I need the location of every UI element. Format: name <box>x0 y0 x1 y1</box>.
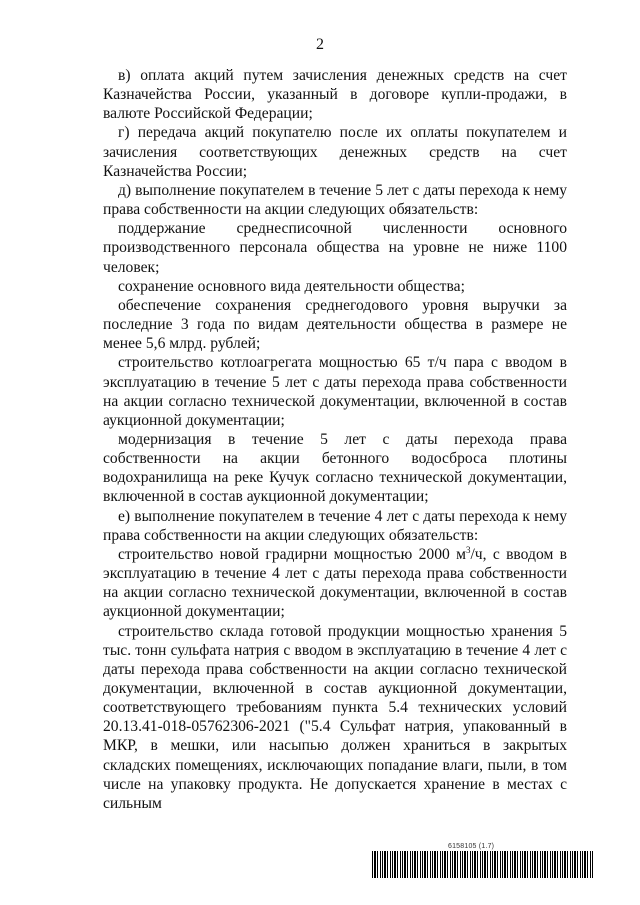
cubic-superscript: 3 <box>465 544 471 555</box>
paragraph-g: г) передача акций покупателю после их оплаты покупателем и зачисления соответствующих денежных средств на счет Казначейства России; <box>103 124 567 180</box>
paragraph-personnel: поддержание среднесписочной численности основного производственного персонала общества на уровне не ниже 1100 человек; <box>103 220 567 276</box>
document-body <box>103 66 567 813</box>
document-code: 6158105 (1.7) <box>448 843 495 850</box>
paragraph-d: д) выполнение покупателем в течение 5 лет с даты перехода к нему права собственности на акции следующих обязательств: <box>103 181 567 219</box>
paragraph-revenue: обеспечение сохранения среднегодового уровня выручки за последние 3 года по видам деятельности общества в размере не менее 5,6 млрд. рублей; <box>103 296 567 353</box>
cooling-tower-text-end: /ч, с вводом в эксплуатацию в течение 4 лет с даты перехода права собственности на акции согласно технической документации, включенной в состав аукционной документации; <box>103 545 567 621</box>
paragraph-activity: сохранение основного вида деятельности общества; <box>118 277 465 295</box>
barcode-image <box>372 851 594 878</box>
paragraph-e: е) выполнение покупателем в течение 4 лет с даты перехода к нему права собственности на акции следующих обязательств: <box>103 507 567 544</box>
paragraph-v: в) оплата акций путем зачисления денежных средств на счет Казначейства России, указанный в договоре купли-продажи, в валюте Российской Федерации; <box>103 67 567 123</box>
page-number: 2 <box>316 36 324 53</box>
cooling-tower-text-start: строительство новой градирни мощностью 2000 м <box>118 545 466 563</box>
paragraph-cooling-tower <box>103 545 567 622</box>
paragraph-warehouse: строительство склада готовой продукции мощностью хранения 5 тыс. тонн сульфата натрия с вводом в эксплуатацию в течение 4 лет с даты перехода права собственности на акции согласно технической документации, включенной в состав аукционной документации, соответствующего требованиям пункта 5.4 технических условий 20.13.41-018-05762306-2021 ("5.4 Сульфат натрия, упакованный в МКР, в мешки, или насыпью должен храниться в закрытых складских помещениях, исключающих попадание влаги, пыли, в том числе на упаковку продукта. Не допускается хранение в местах с сильным <box>103 622 567 812</box>
paragraph-dam: модернизация в течение 5 лет с даты перехода права собственности на акции бетонного водосброса плотины водохранилища на реке Кучук согласно технической документации, включенной в состав аукционной документации; <box>103 430 567 506</box>
paragraph-boiler: строительство котлоагрегата мощностью 65 т/ч пара с вводом в эксплуатацию в течение 5 лет с даты перехода права собственности на акции согласно технической документации, включенной в состав аукционной документации; <box>103 354 567 429</box>
